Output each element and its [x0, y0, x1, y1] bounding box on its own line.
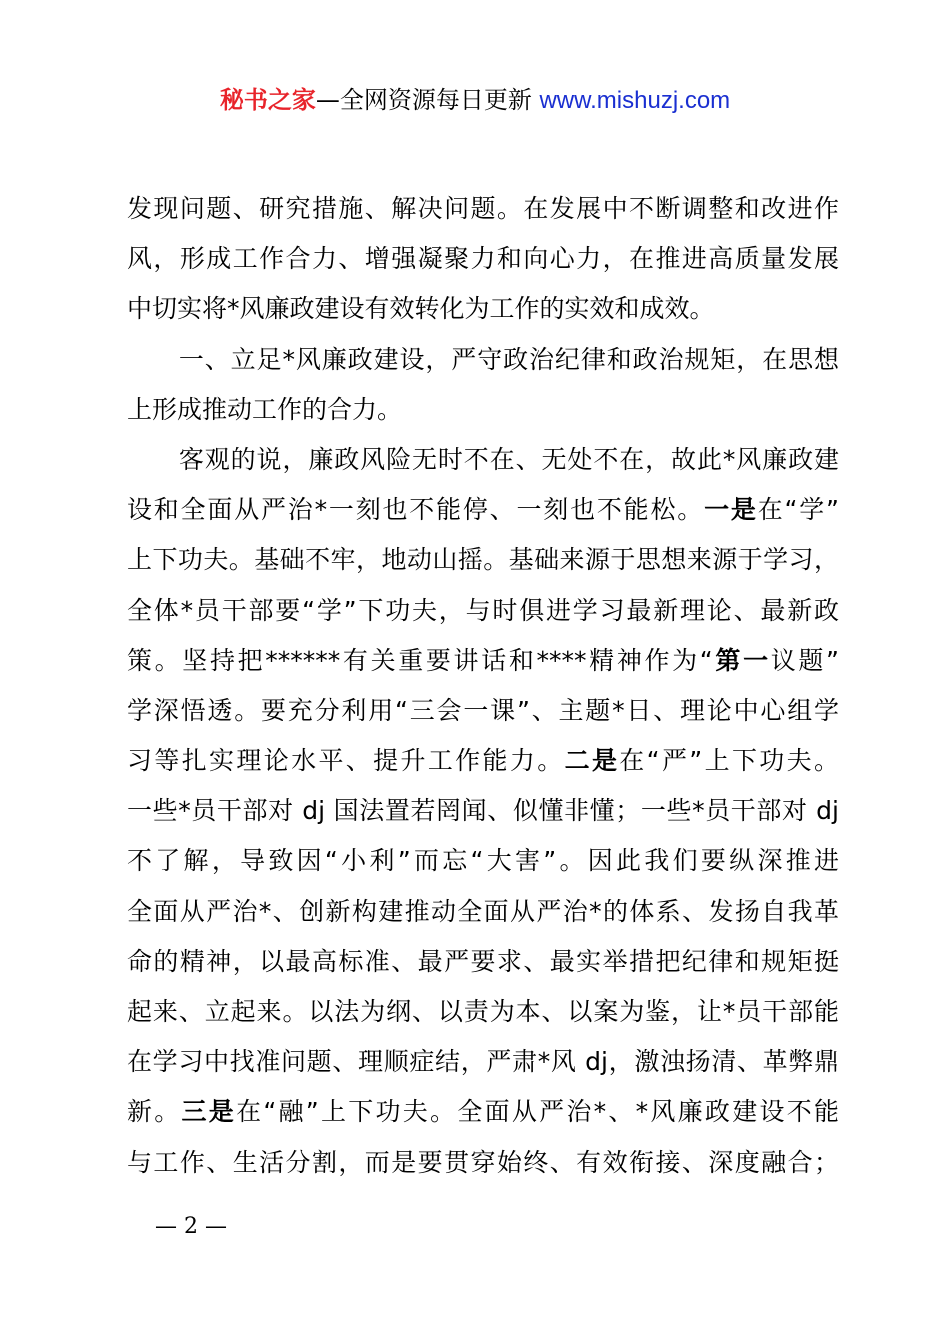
document-body — [127, 184, 839, 1188]
text-line — [127, 636, 839, 686]
text-line — [127, 284, 839, 334]
text-line — [127, 686, 839, 736]
text-line — [127, 786, 839, 836]
text-span: 全体*员干部要“学”下功夫，与时俱进学习最新理论、最新政 — [127, 595, 839, 625]
text-span: 策。坚持把******有关重要讲话和****精神作为“ — [127, 645, 713, 675]
text-span: 起来、立起来。以法为纲、以责为本、以案为鉴，让*员干部能 — [127, 997, 839, 1026]
text-line — [127, 937, 839, 987]
text-line — [127, 435, 839, 485]
bold-text: 第一 — [712, 645, 771, 675]
text-line — [127, 1138, 839, 1188]
text-span: 上下功夫。基础不牢，地动山摇。基础来源于思想来源于学习， — [127, 545, 839, 575]
text-span: 全面从严治*、创新构建推动全面从严治*的体系、发扬自我革 — [127, 896, 839, 926]
text-span: 在“严”上下功夫。 — [619, 746, 839, 776]
header-slogan: —全网资源每日更新 — [315, 86, 532, 114]
text-span: 在“学” — [757, 495, 839, 525]
site-header — [0, 80, 950, 115]
text-span: 新。 — [127, 1097, 182, 1127]
text-line — [127, 184, 839, 234]
text-span: 发现问题、研究措施、解决问题。在发展中不断调整和改进作 — [127, 194, 839, 223]
text-span: 学深悟透。要充分利用“三会一课”、主题*日、理论中心组学 — [127, 695, 839, 725]
text-line — [127, 1037, 839, 1087]
text-span: 议题” — [770, 645, 839, 675]
text-line — [127, 987, 839, 1037]
text-line — [127, 887, 839, 937]
text-span: 一些*员干部对 dj 国法置若罔闻、似懂非懂；一些*员干部对 dj — [127, 796, 839, 826]
text-span: 风，形成工作合力、增强凝聚力和向心力，在推进高质量发展 — [127, 244, 839, 274]
brand-name: 秘书之家 — [219, 86, 316, 114]
text-line — [127, 385, 839, 435]
text-span: 与工作、生活分割，而是要贯穿始终、有效衔接、深度融合； — [127, 1147, 839, 1177]
text-span: 一、立足*风廉政建设，严守政治纪律和政治规矩，在思想 — [127, 344, 839, 374]
text-span: 在“融”上下功夫。全面从严治*、*风廉政建设不能 — [236, 1097, 839, 1127]
text-span: 习等扎实理论水平、提升工作能力。 — [127, 746, 565, 776]
text-span: 命的精神，以最高标准、最严要求、最实举措把纪律和规矩挺 — [127, 946, 839, 976]
bold-text: 三是 — [181, 1097, 237, 1127]
text-span: 在学习中找准问题、理顺症结，严肃*风 dj，激浊扬清、革弊鼎 — [127, 1047, 839, 1077]
text-line — [127, 586, 839, 636]
text-line — [127, 836, 839, 886]
text-line — [127, 1087, 839, 1137]
text-line — [127, 736, 839, 786]
text-line — [127, 485, 839, 535]
bold-text: 一是 — [704, 495, 758, 525]
text-span: 不了解，导致因“小利”而忘“大害”。因此我们要纵深推进 — [127, 846, 839, 876]
text-line — [127, 535, 839, 585]
text-span: 设和全面从严治*一刻也不能停、一刻也不能松。 — [127, 495, 705, 525]
text-line — [127, 335, 839, 385]
bold-text: 二是 — [564, 746, 620, 776]
text-line — [127, 234, 839, 284]
page-number: — 2 — — [155, 1214, 227, 1239]
text-span: 上形成推动工作的合力。 — [127, 394, 403, 424]
site-url[interactable]: www.mishuzj.com — [539, 87, 731, 114]
text-span: 客观的说，廉政风险无时不在、无处不在，故此*风廉政建 — [127, 444, 839, 474]
text-span: 中切实将*风廉政建设有效转化为工作的实效和成效。 — [127, 294, 715, 324]
